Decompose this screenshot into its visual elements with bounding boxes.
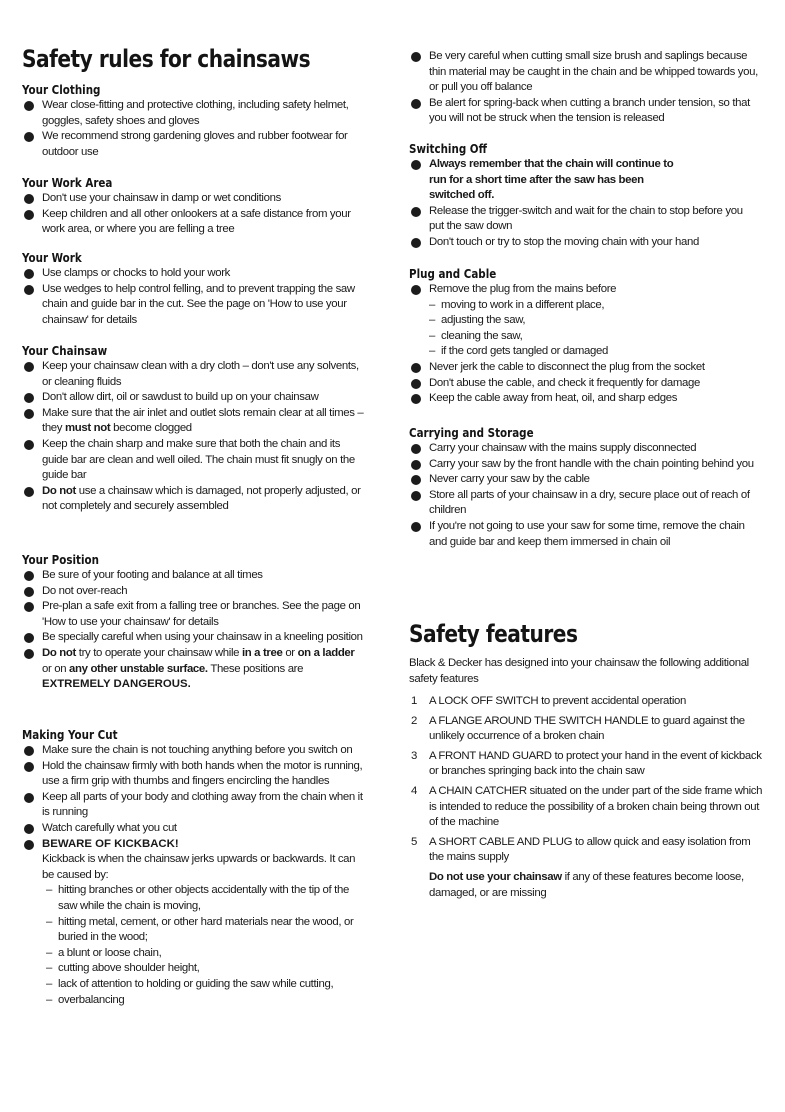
bullet-icon	[411, 52, 421, 62]
kickback-intro: Kickback is when the chainsaw jerks upwards or backwards. It can be caused by:	[42, 853, 356, 881]
list-item: Keep your chainsaw clean with a dry cloth – don't use any solvents, or cleaning fluids	[22, 359, 364, 390]
dash-icon: –	[46, 962, 52, 975]
list-item: – if the cord gets tangled or damaged	[429, 344, 755, 360]
list-item: Do not try to operate your chainsaw while in a tree or on a ladder or on any other unstable surface. These positions are EXTREMELY DANGEROUS.	[22, 646, 366, 693]
bullet-icon	[24, 840, 34, 850]
list-item: Carry your chainsaw with the mains supply disconnected	[409, 441, 755, 457]
features-closing: Do not use your chainsaw if any of these features become loose, damaged, or are missing	[429, 870, 744, 899]
bullet-icon	[24, 440, 34, 450]
features-list	[409, 694, 767, 901]
list-item: We recommend strong gardening gloves and rubber footwear for outdoor use	[22, 129, 362, 160]
carrying-list	[409, 441, 755, 550]
chainsaw-list	[22, 359, 364, 515]
list-item: Never carry your saw by the cable	[409, 472, 755, 488]
list-item: Watch carefully what you cut	[22, 821, 366, 837]
plug-cable-heading: Plug and Cable	[409, 266, 497, 281]
list-item: Keep all parts of your body and clothing away from the chain when it is running	[22, 790, 366, 821]
bullet-icon	[24, 409, 34, 419]
chainsaw-heading: Your Chainsaw	[22, 343, 108, 358]
bullet-icon	[411, 460, 421, 470]
bullet-icon	[24, 269, 34, 279]
list-item: Keep the cable away from heat, oil, and sharp edges	[409, 391, 755, 407]
clothing-heading: Your Clothing	[22, 82, 101, 97]
list-item: – cleaning the saw,	[429, 329, 755, 345]
bullet-icon	[24, 602, 34, 612]
list-item: Pre-plan a safe exit from a falling tree or branches. See the page on 'How to use your chainsaw' for details	[22, 599, 366, 630]
clothing-list	[22, 98, 362, 160]
bullet-icon	[24, 649, 34, 659]
bullet-icon	[411, 160, 421, 170]
bullet-icon	[24, 210, 34, 220]
making-cut-list	[22, 743, 366, 1008]
bullet-icon	[24, 824, 34, 834]
list-item: Do not over-reach	[22, 584, 366, 600]
list-item: Use clamps or chocks to hold your work	[22, 266, 368, 282]
cutting-tips-list	[409, 49, 759, 127]
bullet-icon	[24, 285, 34, 295]
unplug-conditions	[429, 298, 755, 360]
list-item: – hitting metal, cement, or other hard materials near the wood, or buried in the wood;	[46, 915, 354, 944]
list-item: Always remember that the chain will continue to run for a short time after the saw has been switched off.	[409, 157, 755, 204]
work-area-list	[22, 191, 364, 238]
list-item: – adjusting the saw,	[429, 313, 755, 329]
bullet-icon	[411, 522, 421, 532]
list-item: 3 A FRONT HAND GUARD to protect your hand in the event of kickback or branches springing back into the chain saw	[411, 749, 762, 778]
bullet-icon	[24, 132, 34, 142]
bullet-icon	[411, 475, 421, 485]
list-item: 1 A LOCK OFF SWITCH to prevent accidental operation	[411, 695, 686, 707]
list-item: Make sure that the air inlet and outlet slots remain clear at all times – they must not become clogged	[22, 406, 364, 437]
list-item: Carry your saw by the front handle with the chain pointing behind you	[409, 457, 755, 473]
bullet-icon	[411, 207, 421, 217]
bullet-icon	[411, 379, 421, 389]
list-item: Do not use a chainsaw which is damaged, not properly adjusted, or not completely and securely assembled	[22, 484, 364, 515]
list-item: – cutting above shoulder height,	[46, 961, 366, 977]
list-item: Don't allow dirt, oil or sawdust to build up on your chainsaw	[22, 390, 364, 406]
list-item: Never jerk the cable to disconnect the plug from the socket	[409, 360, 755, 376]
bullet-icon	[24, 101, 34, 111]
dash-icon: –	[429, 329, 435, 342]
plug-cable-list	[409, 282, 755, 407]
work-list	[22, 266, 368, 328]
bullet-icon	[411, 285, 421, 295]
bullet-icon	[411, 444, 421, 454]
bullet-icon	[24, 362, 34, 372]
list-item: Be very careful when cutting small size brush and saplings because thin material may be caught in the chain and be whipped towards you, or pull you off balance	[409, 49, 759, 96]
dash-icon: –	[429, 314, 435, 327]
switching-off-heading: Switching Off	[409, 141, 487, 156]
list-item: – hitting branches or other objects accidentally with the tip of the saw while the chain is moving,	[46, 884, 349, 912]
list-item: Use wedges to help control felling, and to prevent trapping the saw chain and guide bar in the cut. See the page on 'How to use your chainsaw' for details	[22, 282, 368, 329]
bullet-icon	[411, 394, 421, 404]
position-list	[22, 568, 366, 693]
bullet-icon	[411, 238, 421, 248]
features-intro: Black & Decker has designed into your chainsaw the following additional safety features	[409, 657, 749, 685]
list-item: Make sure the chain is not touching anything before you switch on	[22, 743, 366, 759]
list-item: 4 A CHAIN CATCHER situated on the under part of the side frame which is intended to reduce the possibility of a broken chain being thrown out of the machine	[411, 784, 763, 829]
dash-icon: –	[429, 298, 435, 311]
list-item: Don't use your chainsaw in damp or wet conditions	[22, 191, 364, 207]
list-item: Store all parts of your chainsaw in a dry, secure place out of reach of children	[409, 488, 755, 519]
work-heading: Your Work	[22, 250, 82, 265]
bullet-icon	[24, 194, 34, 204]
list-item: 5 A SHORT CABLE AND PLUG to allow quick and easy isolation from the mains supply Do not use your chainsaw if any of these features become loose, damaged, or are missing	[409, 835, 767, 901]
work-area-heading: Your Work Area	[22, 175, 113, 190]
bullet-icon	[24, 793, 34, 803]
kickback-causes	[42, 883, 366, 1008]
dash-icon: –	[46, 946, 52, 959]
list-item: BEWARE OF KICKBACK! Kickback is when the chainsaw jerks upwards or backwards. It can be caused by: – hitting branches or other objects accidentally with the tip of the saw while the chain is moving, – hitting metal, cement, or other hard materials near the wood, or buried in the wood; – a blunt or loose chain, – cutting above shoulder height, – lack of attention to holding or guiding the saw while cutting, – overbalancing	[22, 837, 366, 1009]
bullet-icon	[24, 633, 34, 643]
list-item: 2 A FLANGE AROUND THE SWITCH HANDLE to guard against the unlikely occurrence of a broken chain	[411, 714, 745, 743]
list-item: Hold the chainsaw firmly with both hands when the motor is running, use a firm grip with thumbs and fingers encircling the handles	[22, 759, 366, 790]
carrying-heading: Carrying and Storage	[409, 425, 534, 440]
position-heading: Your Position	[22, 552, 99, 567]
bullet-icon	[24, 393, 34, 403]
dash-icon: –	[46, 915, 52, 928]
features-title: Safety features	[409, 620, 578, 648]
dash-icon: –	[46, 993, 52, 1006]
list-item: Be specially careful when using your chainsaw in a kneeling position	[22, 630, 366, 646]
page-title: Safety rules for chainsaws	[22, 45, 311, 73]
bullet-icon	[24, 762, 34, 772]
bullet-icon	[24, 571, 34, 581]
list-item: Keep children and all other onlookers at a safe distance from your work area, or where you are felling a tree	[22, 207, 364, 238]
making-cut-heading: Making Your Cut	[22, 727, 118, 742]
list-item: – moving to work in a different place,	[429, 298, 755, 314]
bullet-icon	[411, 99, 421, 109]
bullet-icon	[24, 487, 34, 497]
list-item: Be sure of your footing and balance at all times	[22, 568, 366, 584]
dash-icon: –	[46, 977, 52, 990]
list-item: Don't abuse the cable, and check it frequently for damage	[409, 376, 755, 392]
bullet-icon	[411, 491, 421, 501]
bullet-icon	[411, 363, 421, 373]
switching-off-list	[409, 157, 755, 251]
list-item: If you're not going to use your saw for some time, remove the chain and guide bar and keep them immersed in chain oil	[409, 519, 755, 550]
list-item: – lack of attention to holding or guiding the saw while cutting,	[46, 977, 366, 993]
dash-icon: –	[429, 345, 435, 358]
list-item: Release the trigger-switch and wait for the chain to stop before you put the saw down	[409, 204, 755, 235]
bullet-icon	[24, 746, 34, 756]
list-item: Wear close-fitting and protective clothing, including safety helmet, goggles, safety shoes and gloves	[22, 98, 362, 129]
list-item: – overbalancing	[46, 993, 366, 1009]
dash-icon: –	[46, 884, 52, 897]
list-item: Remove the plug from the mains before – moving to work in a different place, – adjusting the saw, – cleaning the saw, – if the cord gets tangled or damaged	[409, 282, 755, 360]
bullet-icon	[24, 587, 34, 597]
list-item: Keep the chain sharp and make sure that both the chain and its guide bar are clean and well oiled. The chain must fit snugly on the guide bar	[22, 437, 364, 484]
list-item: – a blunt or loose chain,	[46, 946, 366, 962]
list-item: Be alert for spring-back when cutting a branch under tension, so that you will not be struck when the tension is released	[409, 96, 759, 127]
list-item: Don't touch or try to stop the moving chain with your hand	[409, 235, 755, 251]
